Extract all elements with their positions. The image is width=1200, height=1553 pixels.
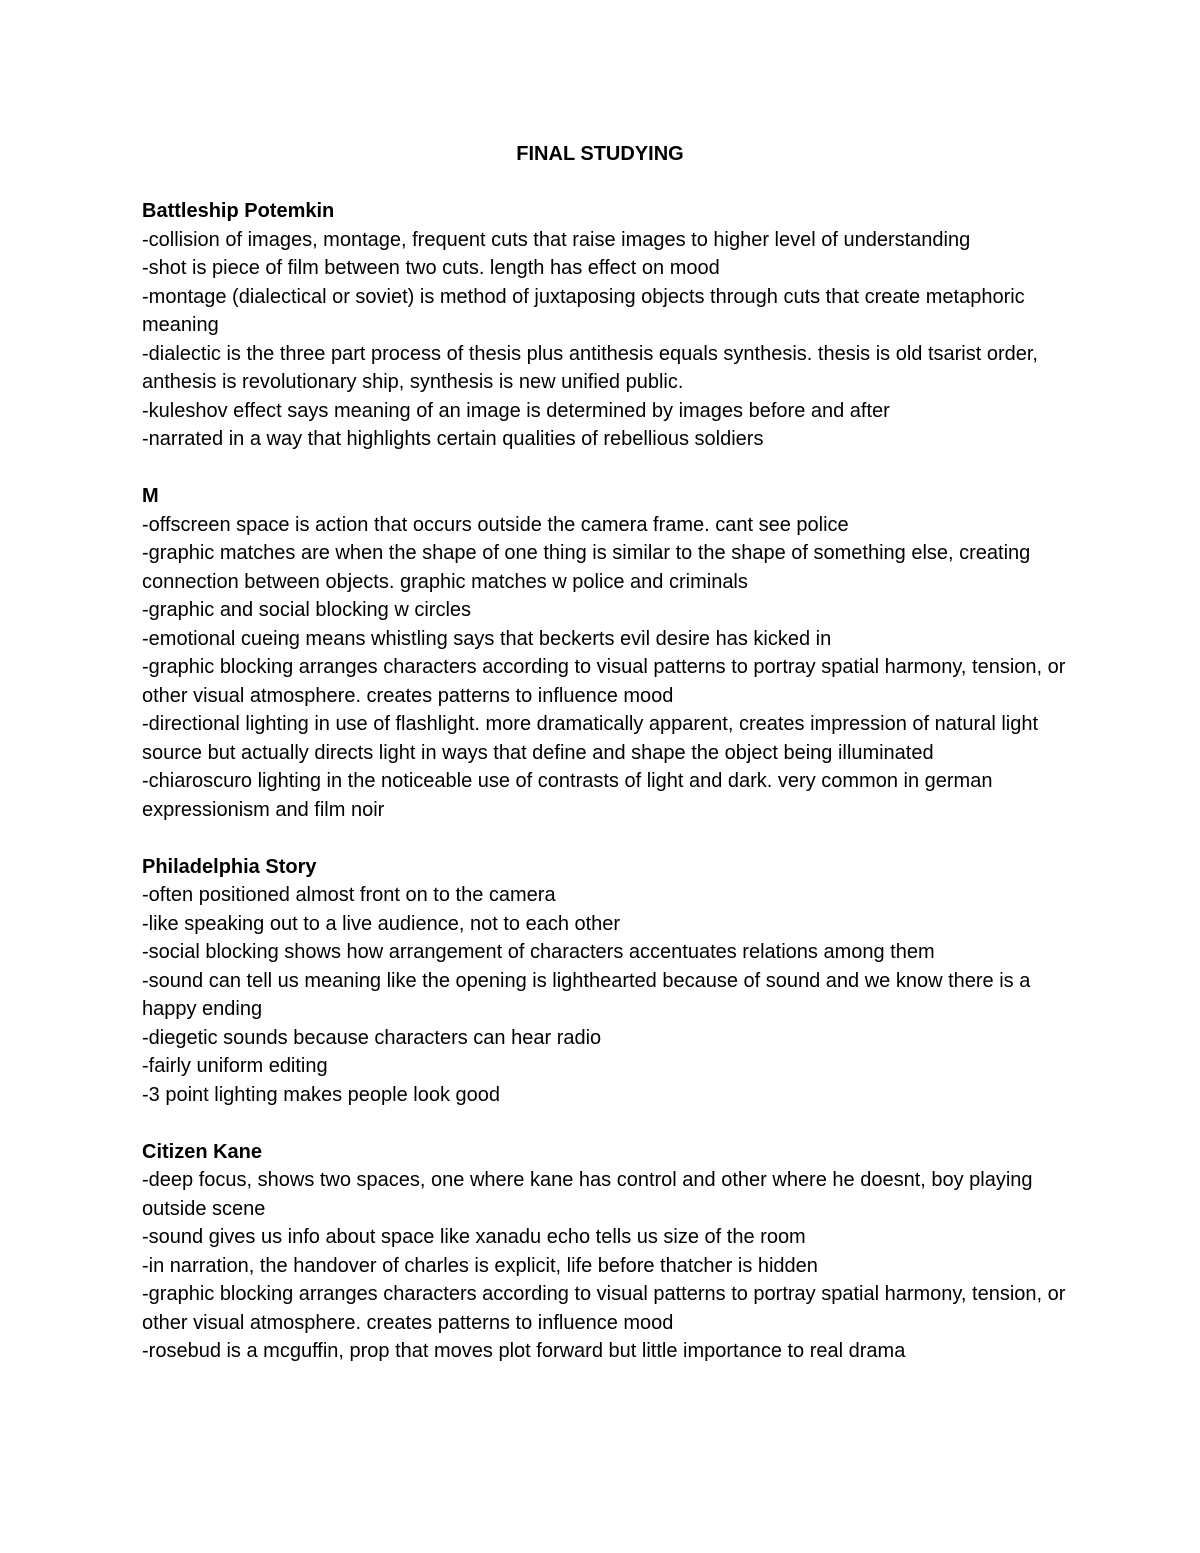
- note-line: -sound can tell us meaning like the opening is lighthearted because of sound and we know there is a happy ending: [142, 969, 1031, 1020]
- section-battleship-potemkin: [142, 197, 1082, 454]
- note-line: -offscreen space is action that occurs outside the camera frame. cant see police: [142, 513, 849, 536]
- section-heading: Citizen Kane: [142, 1140, 263, 1163]
- note-line: -shot is piece of film between two cuts. length has effect on mood: [142, 257, 720, 279]
- note-line: -narrated in a way that highlights certain qualities of rebellious soldiers: [142, 428, 764, 450]
- note-line: -collision of images, montage, frequent cuts that raise images to higher level of understanding: [142, 228, 971, 251]
- note-line: -directional lighting in use of flashlight. more dramatically apparent, creates impression of natural light source but actually directs light in ways that define and shape the object being illuminated: [142, 713, 1039, 764]
- note-line: -like speaking out to a live audience, not to each other: [142, 912, 621, 935]
- note-line: -chiaroscuro lighting in the noticeable use of contrasts of light and dark. very common in german expressionism and film noir: [142, 770, 993, 821]
- note-line: -diegetic sounds because characters can hear radio: [142, 1026, 602, 1049]
- note-line: -graphic blocking arranges characters according to visual patterns to portray spatial harmony, tension, or other visual atmosphere. creates patterns to influence mood: [142, 656, 1066, 707]
- document-body: [142, 197, 1082, 1394]
- note-line: -social blocking shows how arrangement of characters accentuates relations among them: [142, 941, 935, 963]
- section-citizen-kane: [142, 1138, 1082, 1366]
- page-title: FINAL STUDYING: [516, 143, 684, 165]
- note-line: -emotional cueing means whistling says that beckerts evil desire has kicked in: [142, 627, 832, 650]
- note-line: -rosebud is a mcguffin, prop that moves plot forward but little importance to real drama: [142, 1340, 906, 1362]
- note-line: -in narration, the handover of charles is explicit, life before thatcher is hidden: [142, 1254, 818, 1277]
- section-heading: M: [142, 485, 159, 507]
- note-line: -sound gives us info about space like xanadu echo tells us size of the room: [142, 1226, 806, 1248]
- note-line: -graphic and social blocking w circles: [142, 599, 472, 621]
- section-philadelphia-story: [142, 853, 1082, 1110]
- note-line: -3 point lighting makes people look good: [142, 1083, 501, 1106]
- note-line: -kuleshov effect says meaning of an image is determined by images before and after: [142, 399, 890, 422]
- section-heading: Philadelphia Story: [142, 855, 317, 878]
- section-m: [142, 482, 1082, 824]
- note-line: -dialectic is the three part process of thesis plus antithesis equals synthesis. thesis is old tsarist order, anthesis is revolutionary ship, synthesis is new unified public.: [142, 342, 1038, 393]
- note-line: -often positioned almost front on to the camera: [142, 884, 556, 906]
- note-line: -montage (dialectical or soviet) is method of juxtaposing objects through cuts that create metaphoric meaning: [142, 285, 1025, 336]
- note-line: -fairly uniform editing: [142, 1055, 328, 1077]
- note-line: -graphic blocking arranges characters according to visual patterns to portray spatial harmony, tension, or other visual atmosphere. creates patterns to influence mood: [142, 1283, 1066, 1334]
- note-line: -deep focus, shows two spaces, one where kane has control and other where he doesnt, boy playing outside scene: [142, 1169, 1033, 1220]
- section-heading: Battleship Potemkin: [142, 200, 335, 222]
- note-line: -graphic matches are when the shape of one thing is similar to the shape of something else, creating connection between objects. graphic matches w police and criminals: [142, 542, 1031, 593]
